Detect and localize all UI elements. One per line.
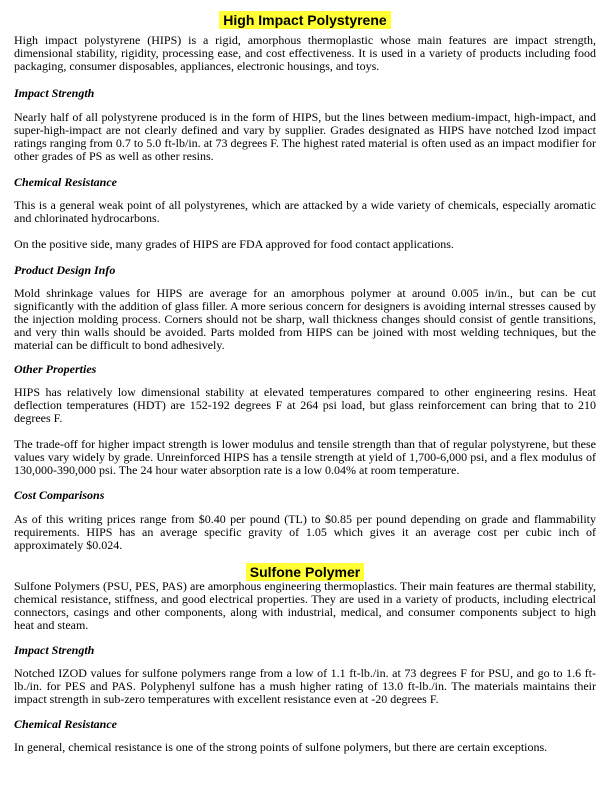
- hips-other-text-1: HIPS has relatively low dimensional stability at elevated temperatures compared to other engineering resins. Heat deflection temperatures (HDT) are 152-192 degrees F at 264 psi load, but glass reinforcement can bring that to 210 degrees F.: [14, 385, 596, 425]
- hips-section-title: [14, 5, 596, 28]
- hips-design-heading: Product Design Info: [14, 263, 116, 277]
- sulfone-intro: Sulfone Polymers (PSU, PES, PAS) are amorphous engineering thermoplastics. Their main features are thermal stability, chemical resistance, stiffness, and good electrical properties. They are used in a variety of products, including electrical connectors, casings and other components, along with industrial, medical, and consumer components subject to high heat and steam.: [14, 579, 596, 632]
- sulfone-title-text: Sulfone Polymer: [246, 563, 364, 581]
- hips-design-text: Mold shrinkage values for HIPS are average for an amorphous polymer at around 0.005 in/in., but can be cut significantly with the addition of glass filler. A more serious concern for designers is avoiding internal stresses caused by the injection molding process. Corners should not be sharp, wall thickness changes should consist of gentle transitions, and very thin walls should be avoided. Parts molded from HIPS can be joined with most welding techniques, but the material can be difficult to bond adhesively.: [14, 286, 596, 352]
- hips-chem-text-1: This is a general weak point of all polystyrenes, which are attacked by a wide variety of chemicals, especially aromatic and chlorinated hydrocarbons.: [14, 198, 596, 225]
- hips-cost-text: As of this writing prices range from $0.40 per pound (TL) to $0.85 per pound depending on grade and flammability requirements. HIPS has an average specific gravity of 1.05 which gives it an average cost per cubic inch of approximately $0.024.: [14, 512, 596, 552]
- document-page: [14, 5, 596, 754]
- sulfone-impact-text: Notched IZOD values for sulfone polymers range from a low of 1.1 ft-lb./in. at 73 degrees F for PSU, and go to 1.6 ft-lb./in. for PES and PAS. Polyphenyl sulfone has a mush higher rating of 13.0 ft-lb./in. The materials maintains their impact strength in sub-zero temperatures with excellent resistance even at -20 degrees F.: [14, 666, 596, 706]
- hips-intro: High impact polystyrene (HIPS) is a rigid, amorphous thermoplastic whose main features are impact strength, dimensional stability, rigidity, processing ease, and cost effectiveness. It is used in a variety of products including food packaging, consumer disposables, appliances, electronic housings, and toys.: [14, 33, 596, 73]
- hips-chem-text-2: On the positive side, many grades of HIPS are FDA approved for food contact applications.: [14, 237, 454, 251]
- hips-other-heading: Other Properties: [14, 362, 97, 376]
- hips-cost-heading: Cost Comparisons: [14, 488, 105, 502]
- hips-title-text: High Impact Polystyrene: [219, 11, 390, 29]
- sulfone-chem-heading: Chemical Resistance: [14, 717, 117, 731]
- sulfone-chem-text: In general, chemical resistance is one of the strong points of sulfone polymers, but there are certain exceptions.: [14, 740, 548, 754]
- sulfone-impact-heading: Impact Strength: [14, 643, 95, 657]
- sulfone-section-title: [14, 557, 596, 580]
- hips-impact-heading: Impact Strength: [14, 86, 95, 100]
- hips-chem-heading: Chemical Resistance: [14, 175, 117, 189]
- hips-impact-text: Nearly half of all polystyrene produced is in the form of HIPS, but the lines between medium-impact, high-impact, and super-high-impact are not clearly defined and vary by supplier. Grades designated as HIPS have notched Izod impact ratings ranging from 0.7 to 5.0 ft-lb/in. at 73 degrees F. The highest rated material is often used as an impact modifier for other grades of PS as well as other resins.: [14, 110, 596, 163]
- hips-other-text-2: The trade-off for higher impact strength is lower modulus and tensile strength than that of regular polystyrene, but these values vary widely by grade. Unreinforced HIPS has a tensile strength at yield of 1,700-6,000 psi, and a flex modulus of 130,000-390,000 psi. The 24 hour water absorption rate is a low 0.04% at room temperature.: [14, 437, 596, 477]
